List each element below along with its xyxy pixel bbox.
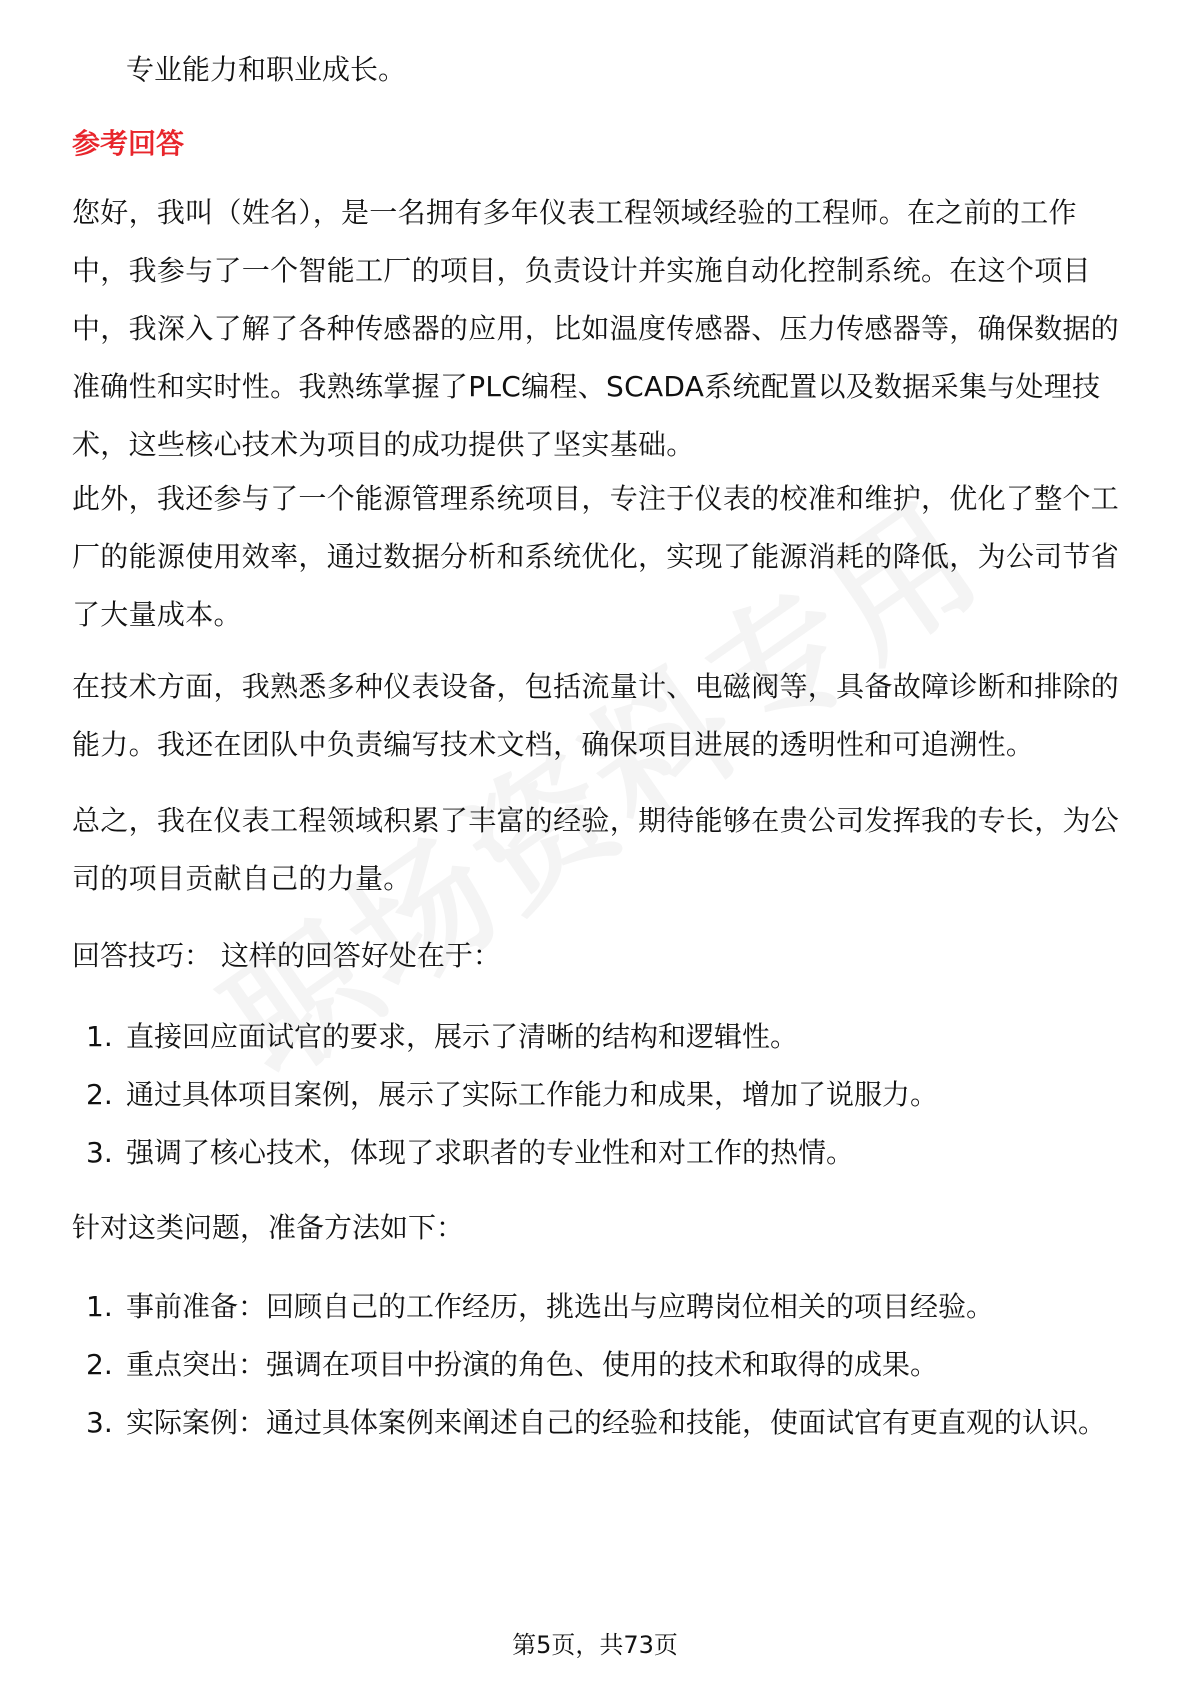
answer-paragraph-2: 此外，我还参与了一个能源管理系统项目，专注于仪表的校准和维护，优化了整个工厂的能源使用效率，通过数据分析和系统优化，实现了能源消耗的降低，为公司节省了大量成本。	[72, 482, 1120, 631]
section-heading: 参考回答	[72, 127, 185, 160]
answer-paragraph-4: 总之，我在仪表工程领域积累了丰富的经验，期待能够在贵公司发挥我的专长，为公司的项目贡献自己的力量。	[72, 804, 1120, 895]
list-item-text: 强调了核心技术，体现了求职者的专业性和对工作的热情。	[126, 1136, 855, 1169]
list-number: 1.	[86, 1290, 113, 1323]
list-item	[72, 1066, 1122, 1124]
list-item-text: 重点突出：强调在项目中扮演的角色、使用的技术和取得的成果。	[126, 1348, 939, 1381]
list-item-text: 直接回应面试官的要求，展示了清晰的结构和逻辑性。	[126, 1020, 799, 1053]
tips-list	[72, 1008, 1122, 1182]
list-number: 3.	[86, 1406, 113, 1439]
list-number: 1.	[86, 1020, 113, 1053]
list-item-text: 事前准备：回顾自己的工作经历，挑选出与应聘岗位相关的项目经验。	[126, 1290, 995, 1323]
tips-label: 回答技巧： 这样的回答好处在于：	[72, 939, 501, 972]
prep-list	[72, 1278, 1122, 1452]
list-item	[72, 1124, 1122, 1182]
list-item-text: 实际案例：通过具体案例来阐述自己的经验和技能，使面试官有更直观的认识。	[126, 1406, 1107, 1439]
answer-paragraph-3: 在技术方面，我熟悉多种仪表设备，包括流量计、电磁阀等，具备故障诊断和排除的能力。我还在团队中负责编写技术文档，确保项目进展的透明性和可追溯性。	[72, 670, 1120, 761]
list-number: 3.	[86, 1136, 113, 1169]
list-item-text: 通过具体项目案例，展示了实际工作能力和成果，增加了说服力。	[126, 1078, 939, 1111]
continuation-text: 专业能力和职业成长。	[126, 53, 407, 86]
list-item	[72, 1008, 1122, 1066]
answer-paragraph-1: 您好，我叫（姓名），是一名拥有多年仪表工程领域经验的工程师。在之前的工作中，我参与了一个智能工厂的项目，负责设计并实施自动化控制系统。在这个项目中，我深入了解了各种传感器的应用，比如温度传感器、压力传感器等，确保数据的准确性和实时性。我熟练掌握了PLC编程、SCADA系统配置以及数据采集与处理技术，这些核心技术为项目的成功提供了坚实基础。	[72, 196, 1120, 461]
prep-label: 针对这类问题，准备方法如下：	[72, 1211, 465, 1244]
list-item	[72, 1336, 1122, 1394]
list-item	[72, 1394, 1122, 1452]
list-number: 2.	[86, 1078, 113, 1111]
list-number: 2.	[86, 1348, 113, 1381]
list-item	[72, 1278, 1122, 1336]
page-footer: 第5页，共73页	[512, 1631, 678, 1659]
